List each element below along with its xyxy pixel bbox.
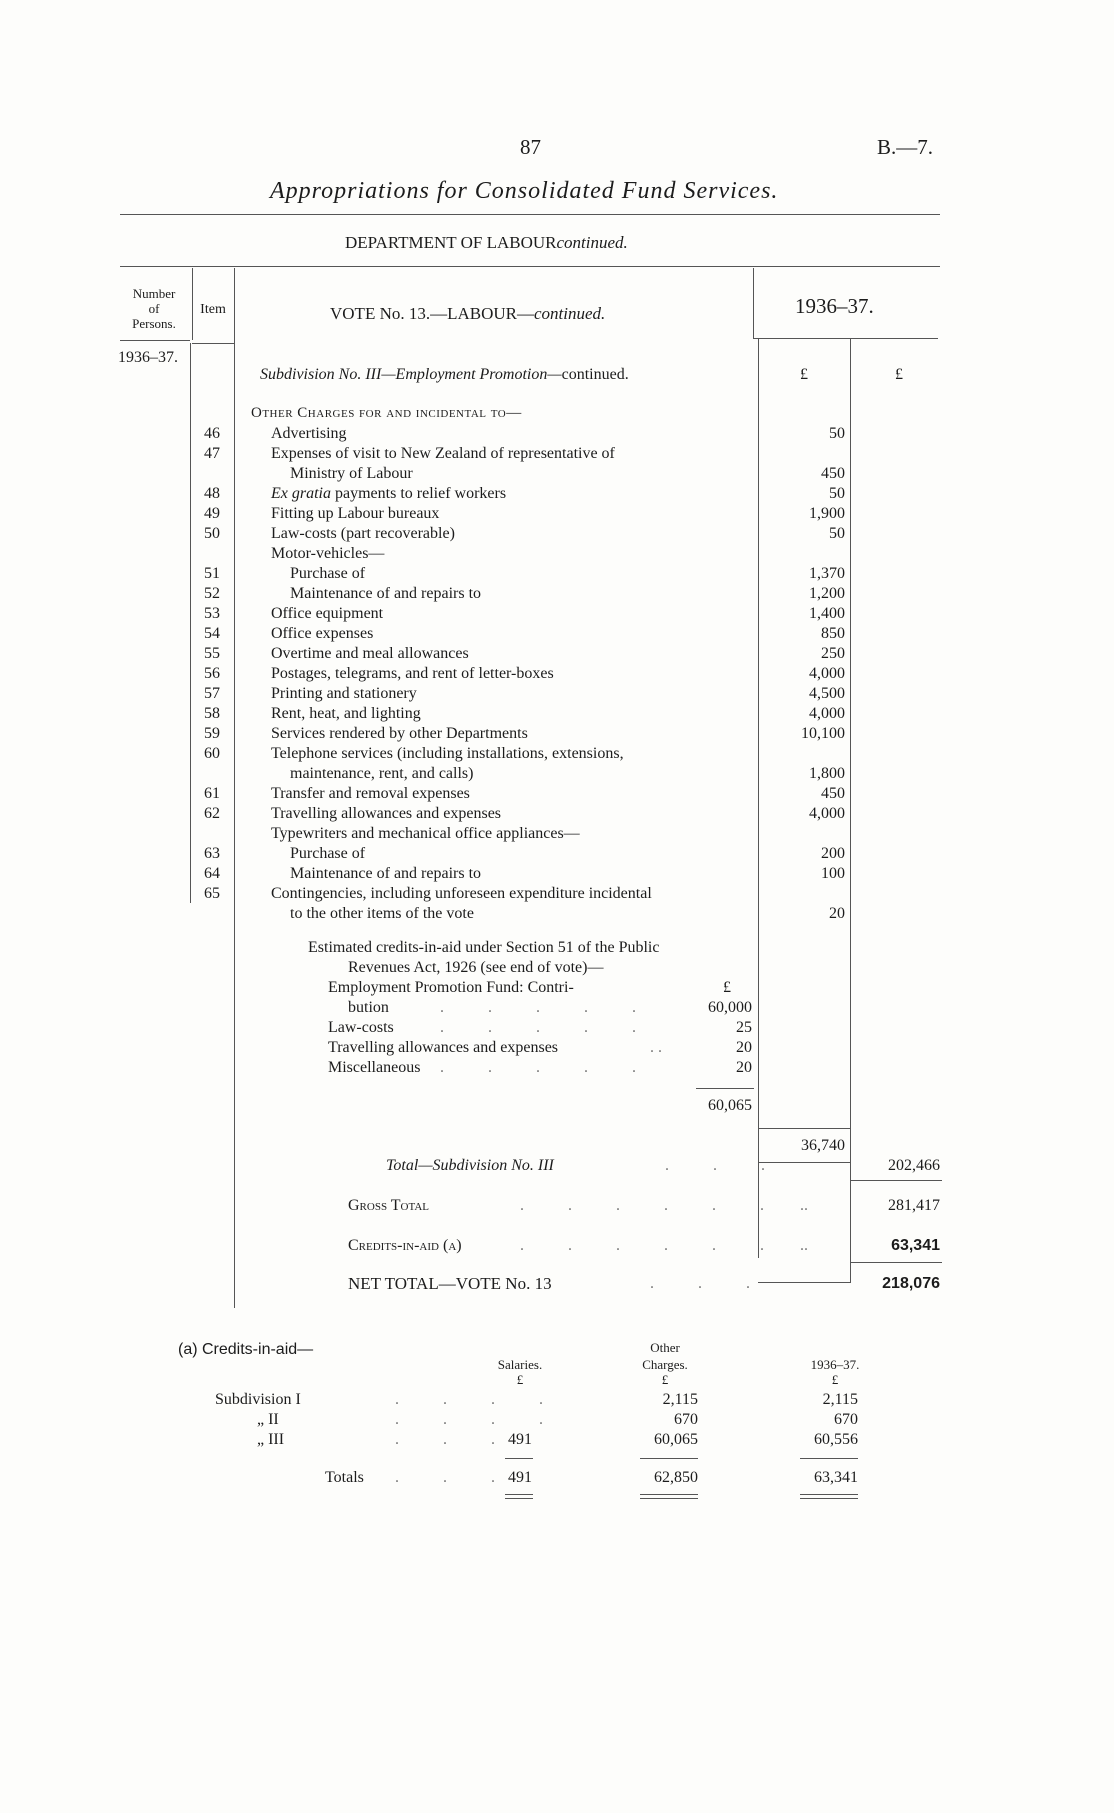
credits-pound-sign: £: [723, 979, 731, 996]
item-amount: 1,200: [809, 585, 845, 602]
credit-amount: 60,000: [708, 999, 752, 1016]
footnote-row-label: Subdivision I: [215, 1391, 301, 1408]
item-description: Purchase of: [290, 845, 366, 862]
credits-total: 60,065: [708, 1097, 752, 1114]
credits-intro-line: Estimated credits-in-aid under Section 51 of the Public: [308, 939, 660, 956]
leader-dots: . . . . .: [440, 1059, 656, 1076]
divider: [758, 1128, 850, 1129]
leader-dots: . .: [650, 1039, 662, 1056]
footnote-other-value: 670: [674, 1411, 698, 1428]
footnote-totals-label: Totals: [325, 1469, 364, 1486]
year-column-header: 1936–37.: [795, 294, 874, 318]
item-number: 65: [204, 885, 220, 902]
item-amount: 200: [821, 845, 845, 862]
item-description: Telephone services (including installations, extensions,: [271, 745, 624, 762]
item-description: Purchase of: [290, 565, 366, 582]
divider: [850, 1180, 942, 1181]
persons-header-line: Number: [132, 286, 176, 301]
credit-label: bution: [348, 999, 389, 1016]
leader-dots: . . .: [665, 1157, 785, 1174]
footnote-col-salaries: Salaries.: [497, 1357, 543, 1372]
footnote-pound-sign: £: [661, 1372, 669, 1387]
divider: [753, 338, 938, 339]
item-number: 62: [204, 805, 220, 822]
footnote-col-year: 1936–37.: [810, 1357, 860, 1372]
credits-fund-line: Employment Promotion Fund: Contri-: [328, 979, 574, 996]
divider: [753, 268, 754, 338]
item-description: Transfer and removal expenses: [271, 785, 470, 802]
document-reference: B.—7.: [877, 135, 934, 159]
leader-dots: . . . .: [395, 1391, 563, 1408]
department-continued: continued.: [556, 233, 628, 252]
item-amount: 1,800: [809, 765, 845, 782]
section-title: Appropriations for Consolidated Fund Services.: [270, 178, 779, 204]
divider: [800, 1494, 858, 1495]
item-description: Motor-vehicles—: [271, 545, 385, 562]
credit-label: Law-costs: [328, 1019, 394, 1036]
item-number: 57: [204, 685, 220, 702]
department-title: [345, 233, 628, 253]
table-row: [0, 824, 1114, 844]
table-row: [0, 624, 1114, 644]
table-row: [0, 724, 1114, 744]
credit-amount: 25: [736, 1019, 752, 1036]
department-name: DEPARTMENT OF LABOUR: [345, 233, 557, 252]
pound-sign-total-column: £: [895, 366, 903, 383]
item-amount: 4,500: [809, 685, 845, 702]
item-description: Contingencies, including unforeseen expenditure incidental: [271, 885, 652, 902]
item-description: Postages, telegrams, and rent of letter-boxes: [271, 665, 554, 682]
footnote-salaries-value: 491: [508, 1431, 532, 1448]
leader-dots: . . .: [395, 1469, 515, 1486]
footnote-other-value: 60,065: [654, 1431, 698, 1448]
item-number: 51: [204, 565, 220, 582]
footnote-pound-sign: £: [516, 1372, 524, 1387]
item-number: 59: [204, 725, 220, 742]
item-description: Overtime and meal allowances: [271, 645, 469, 662]
table-row: [0, 704, 1114, 724]
item-description: Printing and stationery: [271, 685, 417, 702]
table-row: [0, 424, 1114, 444]
net-total-label: NET TOTAL—VOTE No. 13: [348, 1274, 552, 1293]
table-row: [0, 864, 1114, 884]
divider: [505, 1458, 533, 1459]
footnote-salaries-total: 491: [508, 1469, 532, 1486]
table-row: [0, 464, 1114, 484]
table-row: [0, 484, 1114, 504]
credit-label: Travelling allowances and expenses: [328, 1039, 559, 1056]
table-row: [0, 604, 1114, 624]
credit-label: Miscellaneous: [328, 1059, 421, 1076]
table-row: [0, 584, 1114, 604]
other-charges-heading: Other Charges for and incidental to—: [251, 405, 522, 421]
item-description: Rent, heat, and lighting: [271, 705, 421, 722]
credits-in-aid-label: Credits-in-aid (a): [348, 1237, 462, 1254]
footnote-year-total: 63,341: [814, 1469, 858, 1486]
gross-total-value: 281,417: [888, 1197, 940, 1214]
footnote-pound-sign: £: [831, 1372, 839, 1387]
divider: [192, 343, 234, 344]
table-row: [0, 444, 1114, 464]
footnote-row-label: „ III: [257, 1431, 285, 1448]
table-row: [0, 524, 1114, 544]
footnote-year-value: 2,115: [822, 1391, 858, 1408]
item-number: 63: [204, 845, 220, 862]
item-description: Fitting up Labour bureaux: [271, 505, 440, 522]
leader-dots: . . . . .: [440, 1019, 656, 1036]
item-column-header: Item: [200, 302, 226, 317]
leader-dots: . . .: [395, 1431, 515, 1448]
table-row: [0, 804, 1114, 824]
leader-dots: . . .: [650, 1275, 770, 1292]
item-number: 56: [204, 665, 220, 682]
item-description: Expenses of visit to New Zealand of representative of: [271, 445, 615, 462]
item-description: Travelling allowances and expenses: [271, 805, 502, 822]
pound-sign-amount-column: £: [800, 366, 808, 383]
items-subtotal: 36,740: [801, 1137, 845, 1154]
item-amount: 10,100: [801, 725, 845, 742]
footnote-year-value: 670: [834, 1411, 858, 1428]
divider: [120, 266, 940, 267]
divider: [850, 1262, 942, 1263]
page-number: 87: [520, 135, 541, 159]
divider: [800, 1498, 858, 1499]
vote-continued: continued.: [534, 304, 606, 323]
item-amount: 4,000: [809, 705, 845, 722]
persons-year: 1936–37.: [118, 349, 178, 366]
credits-intro-line: Revenues Act, 1926 (see end of vote)—: [348, 959, 604, 976]
item-number: 64: [204, 865, 220, 882]
item-description: Ministry of Labour: [290, 465, 413, 482]
item-description: Law-costs (part recoverable): [271, 525, 455, 542]
item-amount: 1,370: [809, 565, 845, 582]
leader-dots: . . . . .: [440, 999, 656, 1016]
divider: [505, 1494, 533, 1495]
item-number: 60: [204, 745, 220, 762]
item-description: Services rendered by other Departments: [271, 725, 528, 742]
item-description: Ex gratia payments to relief workers: [271, 485, 507, 502]
item-description: Maintenance of and repairs to: [290, 585, 482, 602]
table-row: [0, 764, 1114, 784]
item-description: Office equipment: [271, 605, 384, 622]
footnote-row-label: „ II: [257, 1411, 279, 1428]
vote-title-text: VOTE No. 13.—LABOUR—: [330, 304, 534, 323]
item-number: 55: [204, 645, 220, 662]
table-row: [0, 904, 1114, 924]
item-number: 47: [204, 445, 220, 462]
persons-header-line: Persons.: [132, 316, 176, 331]
item-description: Typewriters and mechanical office appliances—: [271, 825, 580, 842]
footnote-title: (a) Credits-in-aid—: [178, 1341, 314, 1358]
table-row: [0, 664, 1114, 684]
footnote-other-value: 2,115: [662, 1391, 698, 1408]
item-number: 46: [204, 425, 220, 442]
item-number: 58: [204, 705, 220, 722]
subdivision-title-text: Subdivision No. III—Employment Promotion—: [260, 366, 562, 383]
item-amount: 1,900: [809, 505, 845, 522]
credits-in-aid-value: 63,341: [891, 1237, 940, 1254]
divider: [505, 1498, 533, 1499]
credit-amount: 20: [736, 1039, 752, 1056]
divider: [800, 1458, 858, 1459]
footnote-col-other: Other: [650, 1340, 680, 1355]
gross-total-label: Gross Total: [348, 1197, 430, 1214]
item-description: Advertising: [271, 425, 347, 442]
subdivision-total-value: 202,466: [888, 1157, 940, 1174]
footnote-col-other: Charges.: [642, 1357, 688, 1372]
item-number: 49: [204, 505, 220, 522]
divider: [640, 1498, 698, 1499]
item-amount: 1,400: [809, 605, 845, 622]
table-row: [0, 504, 1114, 524]
table-row: [0, 844, 1114, 864]
table-row: [0, 644, 1114, 664]
item-number: 53: [204, 605, 220, 622]
credits-in-aid-amount-column-dots: ..: [800, 1237, 808, 1254]
item-amount: 50: [829, 525, 845, 542]
item-amount: 450: [821, 785, 845, 802]
divider: [120, 214, 940, 215]
item-number: 48: [204, 485, 220, 502]
item-number: 50: [204, 525, 220, 542]
divider: [640, 1458, 698, 1459]
divider: [120, 340, 190, 341]
divider: [192, 268, 193, 340]
subdivision-title: [260, 366, 629, 384]
divider: [758, 1282, 850, 1283]
subdivision-continued: continued.: [561, 366, 629, 383]
gross-total-amount-column-dots: ..: [800, 1197, 808, 1214]
item-amount: 50: [829, 425, 845, 442]
vote-title: [330, 304, 605, 324]
table-row: [0, 744, 1114, 764]
item-amount: 100: [821, 865, 845, 882]
item-number: 52: [204, 585, 220, 602]
item-description: maintenance, rent, and calls): [290, 765, 474, 782]
footnote-year-value: 60,556: [814, 1431, 858, 1448]
item-description: to the other items of the vote: [290, 905, 474, 922]
divider: [696, 1088, 754, 1089]
credit-amount: 20: [736, 1059, 752, 1076]
item-amount: 850: [821, 625, 845, 642]
item-amount: 250: [821, 645, 845, 662]
table-row: [0, 564, 1114, 584]
table-row: [0, 884, 1114, 904]
item-description-italic: Ex gratia: [271, 485, 331, 502]
item-amount: 20: [829, 905, 845, 922]
net-total-value: 218,076: [882, 1275, 940, 1292]
table-row: [0, 684, 1114, 704]
leader-dots: . . . . . .: [520, 1237, 784, 1254]
leader-dots: . . . . . .: [520, 1197, 784, 1214]
item-description: Maintenance of and repairs to: [290, 865, 482, 882]
leader-dots: . . . .: [395, 1411, 563, 1428]
item-amount: 4,000: [809, 665, 845, 682]
persons-column-header: [118, 286, 190, 331]
item-amount: 450: [821, 465, 845, 482]
item-number: 54: [204, 625, 220, 642]
item-description: Office expenses: [271, 625, 374, 642]
footnote-other-total: 62,850: [654, 1469, 698, 1486]
subdivision-total-label: Total—Subdivision No. III: [386, 1157, 554, 1174]
item-amount: 4,000: [809, 805, 845, 822]
persons-header-line: of: [148, 301, 160, 316]
table-row: [0, 544, 1114, 564]
divider: [640, 1494, 698, 1495]
item-amount: 50: [829, 485, 845, 502]
item-number: 61: [204, 785, 220, 802]
table-row: [0, 784, 1114, 804]
